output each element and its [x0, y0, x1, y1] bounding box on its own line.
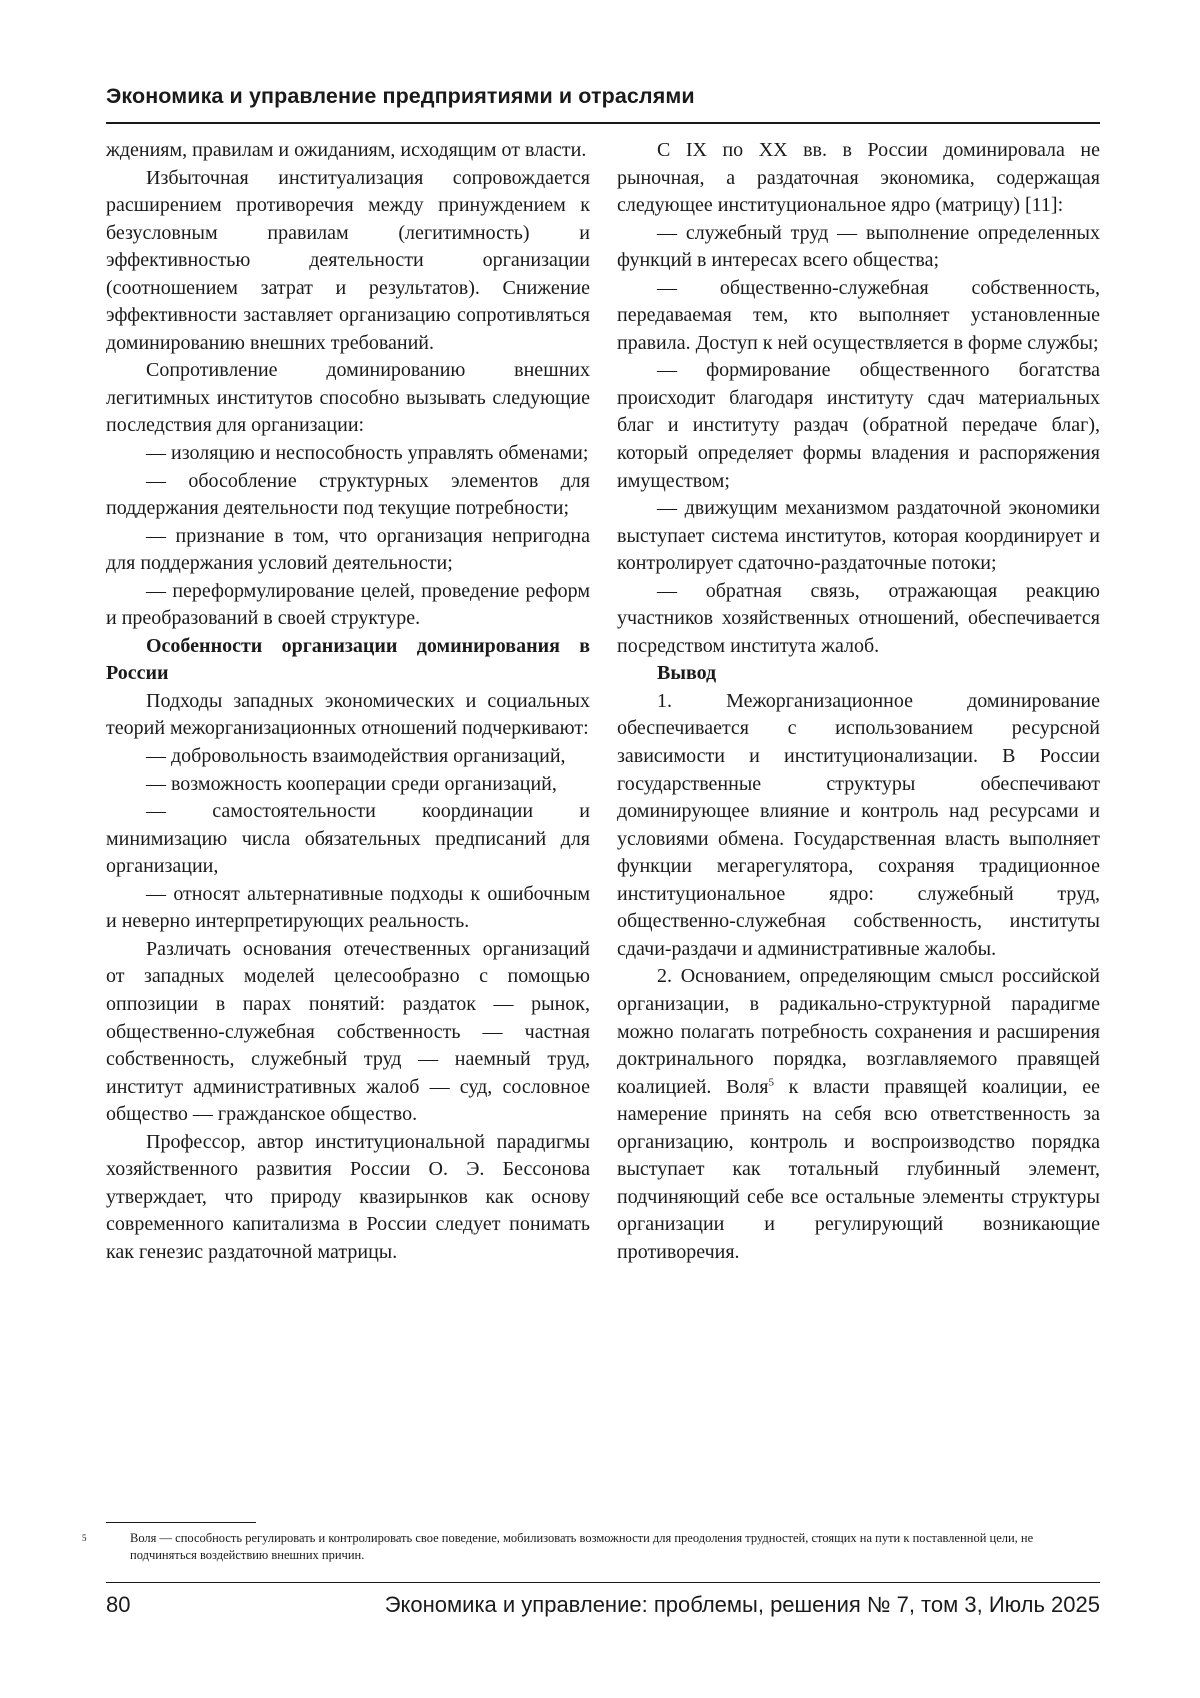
footnote-number: 5 [82, 1533, 87, 1543]
paragraph: 1. Межорганизационное доминирование обеспечивается с использованием ресурсной зависимости и институционализации. В России государственные структуры обеспечивают доминирующее влияние и контроль над ресурсами и условиями обмена. Государственная власть выполняет функции мегарегулятора, сохраняя традиционное институциональное ядро: служебный труд, общественно-служебная собственность, институты сдачи-раздачи и административные жалобы. [617, 689, 1100, 960]
list-item: — служебный труд — выполнение определенных функций в интересах всего общества; [617, 221, 1100, 272]
left-column [106, 137, 590, 1266]
list-item: — обособление структурных элементов для поддержания деятельности под текущие потребности; [106, 469, 590, 520]
section-heading: Вывод [657, 662, 717, 685]
list-item: — движущим механизмом раздаточной экономики выступает система институтов, которая координирует и контролирует сдаточно-раздаточные потоки; [617, 497, 1100, 575]
paragraph: Сопротивление доминированию внешних легитимных институтов способно вызывать следующие последствия для организации: [106, 359, 590, 437]
header-divider [106, 122, 1100, 124]
list-item: — добровольность взаимодействия организаций, [146, 745, 566, 768]
paragraph: Подходы западных экономических и социальных теорий межорганизационных отношений подчеркивают: [106, 689, 590, 740]
page-number: 80 [106, 1592, 131, 1617]
footnote-body [82, 1530, 1100, 1564]
paragraph: Различать основания отечественных организаций от западных моделей целесообразно с помощью оппозиции в парах понятий: раздаток — рынок, общественно-служебная собственность — частная собственность, служебный труд — наемный труд, институт административных жалоб — суд, сословное общество — гражданское общество. [106, 937, 590, 1126]
paragraph: С IX по XX вв. в России доминировала не рыночная, а раздаточная экономика, содержащая следующее институциональное ядро (матрицу) [11]: [617, 139, 1100, 217]
list-item: — переформулирование целей, проведение реформ и преобразований в своей структуре. [106, 579, 590, 630]
list-item: — обратная связь, отражающая реакцию участников хозяйственных отношений, обеспечивается посредством института жалоб. [617, 579, 1100, 657]
right-column [617, 137, 1100, 1266]
paragraph-text: 2. Основанием, определяющим смысл российской организации, в радикально-структурной парадигме можно полагать потребность сохранения и расширения доктринального порядка, возглавляемого правящей коалицией. Воля [617, 965, 1100, 1098]
paragraph-text: к власти правящей коалиции, ее намерение принять на себя всю ответственность за организацию, контроль и воспроизводство порядка выступает как тотальный глубинный элемент, подчиняющий себе все остальные элементы структуры организации и регулирующий возникающие противоречия. [617, 1075, 1100, 1263]
list-item: — самостоятельности координации и минимизацию числа обязательных предписаний для организации, [106, 800, 590, 878]
list-item: — изоляцию и неспособность управлять обменами; [146, 442, 589, 465]
list-item: — формирование общественного богатства происходит благодаря институту сдач материальных благ и институту раздач (обратной передаче благ), который определяет формы владения и распоряжения имуществом; [617, 359, 1100, 492]
paragraph: Профессор, автор институциональной парадигмы хозяйственного развития России О. Э. Бессонова утверждает, что природу квазирынков как основу современного капитализма в России следует понимать как генезис раздаточной матрицы. [106, 1130, 590, 1263]
running-header: Экономика и управление предприятиями и отраслями [106, 84, 695, 108]
list-item: — возможность кооперации среди организаций, [146, 772, 557, 795]
list-item: — относят альтернативные подходы к ошибочным и неверно интерпретирующих реальность. [106, 882, 590, 933]
section-heading: Особенности организации доминирования в России [106, 634, 590, 685]
paragraph-with-footnote [617, 963, 1100, 1266]
list-item: — признание в том, что организация непригодна для поддержания условий деятельности; [106, 524, 590, 575]
footnote-text: Воля — способность регулировать и контролировать свое поведение, мобилизовать возможности для преодоления трудностей, стоящих на пути к поставленной цели, не подчиняться воздействию внешних причин. [130, 1531, 1034, 1562]
journal-footer: Экономика и управление: проблемы, решения № 7, том 3, Июль 2025 [384, 1592, 1100, 1617]
footnote-divider [106, 1522, 256, 1523]
footnote [82, 1530, 1100, 1564]
list-item: — общественно-служебная собственность, передаваемая тем, кто выполняет установленные правила. Доступ к ней осуществляется в форме службы; [617, 276, 1100, 354]
paragraph: ждениям, правилам и ожиданиям, исходящим от власти. [106, 139, 587, 161]
footer-divider [106, 1582, 1100, 1583]
footnote-reference[interactable]: 5 [768, 1075, 774, 1088]
paragraph: Избыточная институализация сопровождается расширением противоречия между принуждением к безусловным правилам (легитимность) и эффективностью деятельности организации (соотношением затрат и результатов). Снижение эффективности заставляет организацию сопротивляться доминированию внешних требований. [106, 166, 590, 354]
